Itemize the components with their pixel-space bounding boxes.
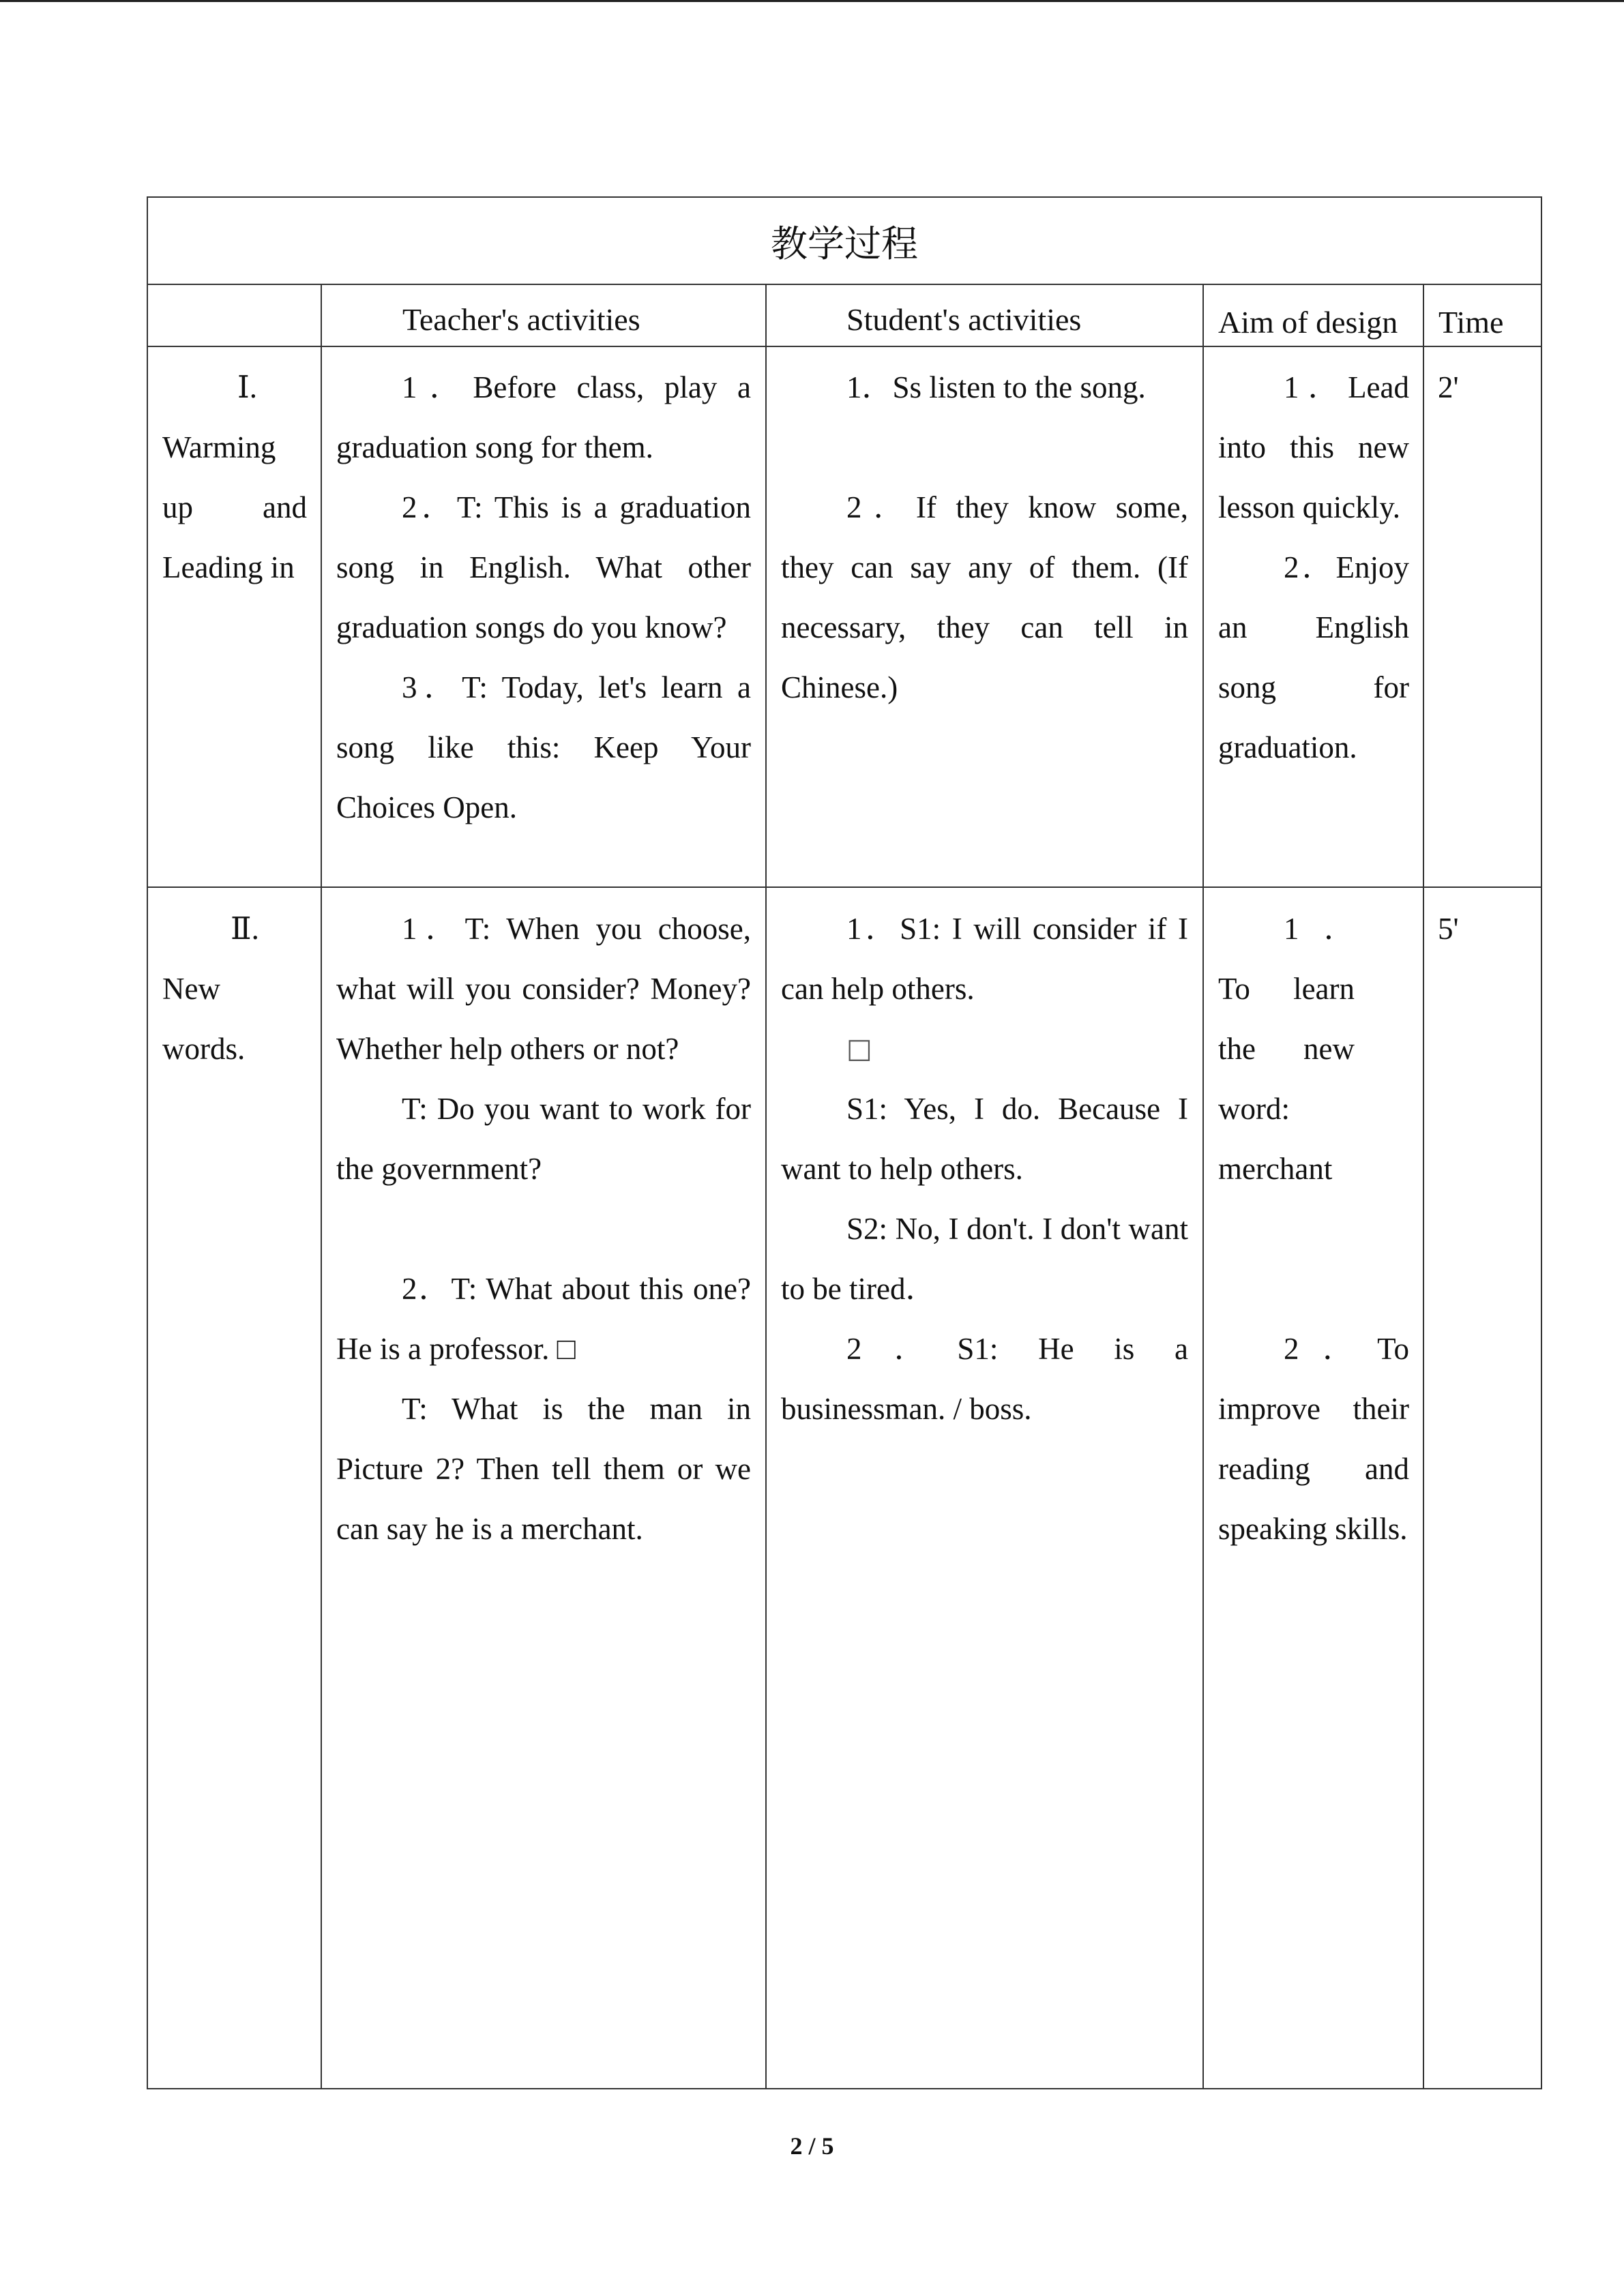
row-2-teacher-item-2: T: Do you want to work for the government? xyxy=(336,1092,751,1186)
col-rule-4 xyxy=(1423,284,1424,2089)
row-1-student-activities xyxy=(781,357,1188,717)
row-2-aim-item-1: 1．To learn the new word: merchant xyxy=(1218,912,1355,1186)
header-teacher-activities: Teacher's activities xyxy=(402,302,640,337)
row-1-stage xyxy=(162,357,307,597)
col-rule-3 xyxy=(1202,284,1204,2089)
row-2-student-item-2: S1: Yes, I do. Because I want to help others. xyxy=(781,1092,1188,1186)
header-aim-of-design: Aim of design xyxy=(1218,305,1398,340)
row-1-teacher-item-2: 2．T: This is a graduation song in English. What other graduation songs do you know? xyxy=(336,490,751,644)
rule-between-rows xyxy=(147,886,1542,888)
table-title: 教学过程 xyxy=(771,222,918,265)
row-2-stage xyxy=(162,899,307,1079)
row-1-teacher-item-3: 3．T: Today, let's learn a song like this: Keep Your Choices Open. xyxy=(336,670,751,824)
row-2-aim-item-2: 2．To improve their reading and speaking skills. xyxy=(1218,1332,1409,1546)
row-2-time-value: 5' xyxy=(1438,912,1459,946)
row-2-teacher-item-3: 2．T: What about this one? He is a professor. □ xyxy=(336,1272,751,1366)
rule-below-header xyxy=(147,346,1542,347)
row-1-teacher-item-1: 1．Before class, play a graduation song for them. xyxy=(336,370,751,464)
row-2-aim xyxy=(1218,899,1409,1559)
page-number: 2 / 5 xyxy=(790,2132,834,2160)
header-student-activities: Student's activities xyxy=(846,302,1082,337)
row-1-time xyxy=(1438,357,1533,417)
row-1-student-item-2: 2．If they know some, they can say any of them. (If necessary, they can tell in Chinese.) xyxy=(781,490,1188,704)
row-2-time xyxy=(1438,899,1533,959)
col-rule-1 xyxy=(321,284,322,2089)
rule-below-title xyxy=(147,284,1542,285)
header-time: Time xyxy=(1438,305,1504,340)
row-2-teacher-item-4: T: What is the man in Picture 2? Then tell them or we can say he is a merchant. xyxy=(336,1392,751,1546)
top-border-line xyxy=(0,0,1624,2)
row-1-stage-number: Ⅰ. xyxy=(237,370,258,404)
row-2-stage-title: New words. xyxy=(162,972,246,1066)
row-1-student-item-1: 1．Ss listen to the song. xyxy=(846,370,1146,404)
row-2-teacher-activities xyxy=(336,899,751,1559)
row-1-stage-title: Warming up and Leading in xyxy=(162,430,307,584)
row-2-student-placeholder-box: □ xyxy=(846,1033,872,1064)
row-2-student-item-1: 1．S1: I will consider if I can help others. xyxy=(781,912,1188,1006)
row-1-aim-item-1: 1．Lead into this new lesson quickly. xyxy=(1218,370,1409,524)
row-1-teacher-activities xyxy=(336,357,751,837)
row-2-teacher-item-1: 1．T: When you choose, what will you consider? Money? Whether help others or not? xyxy=(336,912,751,1066)
row-1-aim xyxy=(1218,357,1409,777)
row-2-stage-number: Ⅱ. xyxy=(231,912,259,946)
row-2-student-item-3: S2: No, I don't. I don't want to be tired． xyxy=(781,1212,1188,1306)
row-2-student-item-4: 2．S1: He is a businessman. / boss. xyxy=(781,1332,1188,1426)
col-rule-2 xyxy=(765,284,767,2089)
row-1-time-value: 2' xyxy=(1438,370,1459,404)
row-1-aim-item-2: 2．Enjoy an English song for graduation. xyxy=(1218,550,1409,764)
row-2-student-activities xyxy=(781,899,1188,1439)
